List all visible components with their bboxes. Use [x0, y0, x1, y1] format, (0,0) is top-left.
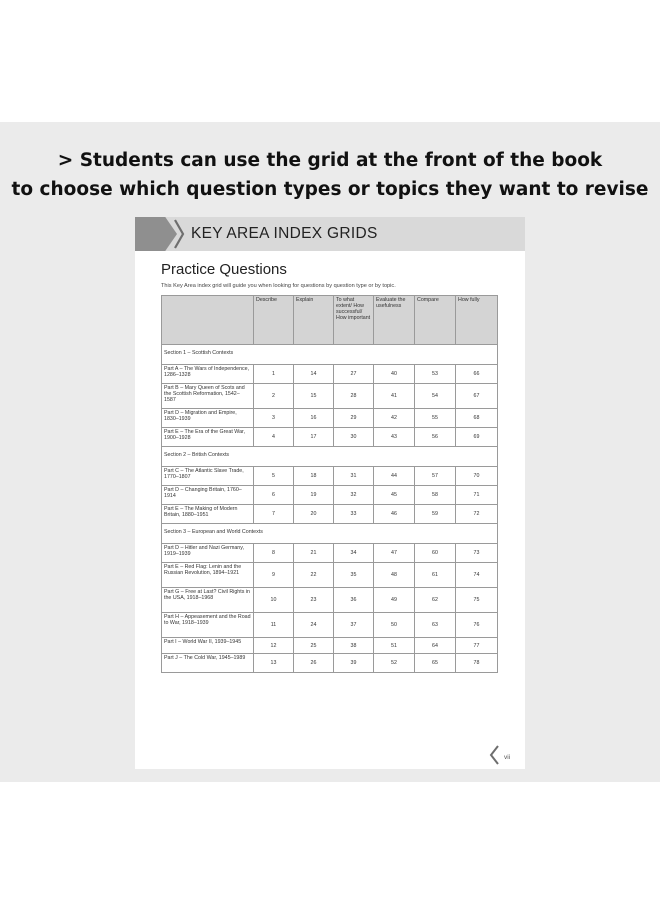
question-number-cell: 75: [456, 588, 498, 613]
question-number-cell: 70: [456, 467, 498, 486]
topic-cell: Part J – The Cold War, 1945–1989: [162, 654, 254, 673]
question-number-cell: 26: [294, 654, 334, 673]
header-blank-cell: [162, 296, 254, 345]
question-number-cell: 17: [294, 428, 334, 447]
key-area-index-table: [161, 295, 498, 673]
question-number-cell: 28: [334, 384, 374, 409]
topic-cell: Part B – Mary Queen of Scots and the Scottish Reformation, 1542–1587: [162, 384, 254, 409]
question-number-cell: 53: [415, 365, 456, 384]
table-row: [162, 365, 498, 384]
intro-text: This Key Area index grid will guide you when looking for questions by question type or by topic.: [161, 283, 396, 289]
question-number-cell: 59: [415, 505, 456, 524]
chevron-right-icon: [172, 217, 186, 251]
question-number-cell: 5: [254, 467, 294, 486]
section-row: [162, 524, 498, 544]
topic-cell: Part C – The Atlantic Slave Trade, 1770–1807: [162, 467, 254, 486]
section-row: [162, 447, 498, 467]
table-header-row: [162, 296, 498, 345]
page-title: KEY AREA INDEX GRIDS: [191, 225, 378, 242]
question-number-cell: 71: [456, 486, 498, 505]
question-number-cell: 78: [456, 654, 498, 673]
topic-cell: Part D – Hitler and Nazi Germany, 1919–1939: [162, 544, 254, 563]
question-number-cell: 33: [334, 505, 374, 524]
question-number-cell: 8: [254, 544, 294, 563]
column-header: To what extent/ How successful/ How important: [334, 296, 374, 345]
question-number-cell: 20: [294, 505, 334, 524]
question-number-cell: 51: [374, 638, 415, 654]
table-row: [162, 486, 498, 505]
question-number-cell: 46: [374, 505, 415, 524]
question-number-cell: 29: [334, 409, 374, 428]
table-row: [162, 544, 498, 563]
question-number-cell: 12: [254, 638, 294, 654]
question-number-cell: 58: [415, 486, 456, 505]
table-row: [162, 638, 498, 654]
question-number-cell: 18: [294, 467, 334, 486]
question-number-cell: 50: [374, 613, 415, 638]
topic-cell: Part H – Appeasement and the Road to War, 1918–1939: [162, 613, 254, 638]
question-number-cell: 42: [374, 409, 415, 428]
table-row: [162, 467, 498, 486]
topic-cell: Part E – Red Flag: Lenin and the Russian Revolution, 1894–1921: [162, 563, 254, 588]
page-number: vii: [504, 754, 511, 761]
question-number-cell: 60: [415, 544, 456, 563]
question-number-cell: 68: [456, 409, 498, 428]
section-title: Section 2 – British Contexts: [162, 447, 498, 467]
table-row: [162, 428, 498, 447]
question-number-cell: 1: [254, 365, 294, 384]
question-number-cell: 64: [415, 638, 456, 654]
question-number-cell: 11: [254, 613, 294, 638]
question-number-cell: 36: [334, 588, 374, 613]
question-number-cell: 47: [374, 544, 415, 563]
column-header: How fully: [456, 296, 498, 345]
question-number-cell: 73: [456, 544, 498, 563]
question-number-cell: 39: [334, 654, 374, 673]
question-number-cell: 37: [334, 613, 374, 638]
question-number-cell: 67: [456, 384, 498, 409]
question-number-cell: 43: [374, 428, 415, 447]
question-number-cell: 65: [415, 654, 456, 673]
question-number-cell: 44: [374, 467, 415, 486]
question-number-cell: 25: [294, 638, 334, 654]
section-title: Section 1 – Scottish Contexts: [162, 345, 498, 365]
question-number-cell: 27: [334, 365, 374, 384]
question-number-cell: 57: [415, 467, 456, 486]
table-row: [162, 654, 498, 673]
question-number-cell: 56: [415, 428, 456, 447]
question-number-cell: 40: [374, 365, 415, 384]
question-number-cell: 72: [456, 505, 498, 524]
question-number-cell: 4: [254, 428, 294, 447]
question-number-cell: 62: [415, 588, 456, 613]
table-row: [162, 384, 498, 409]
question-number-cell: 61: [415, 563, 456, 588]
question-number-cell: 41: [374, 384, 415, 409]
table-row: [162, 613, 498, 638]
question-number-cell: 45: [374, 486, 415, 505]
question-number-cell: 69: [456, 428, 498, 447]
question-number-cell: 34: [334, 544, 374, 563]
question-number-cell: 13: [254, 654, 294, 673]
question-number-cell: 76: [456, 613, 498, 638]
question-number-cell: 32: [334, 486, 374, 505]
question-number-cell: 74: [456, 563, 498, 588]
question-number-cell: 2: [254, 384, 294, 409]
question-number-cell: 30: [334, 428, 374, 447]
table-row: [162, 588, 498, 613]
question-number-cell: 63: [415, 613, 456, 638]
question-number-cell: 21: [294, 544, 334, 563]
topic-cell: Part E – The Making of Modern Britain, 1880–1951: [162, 505, 254, 524]
section-row: [162, 345, 498, 365]
table-row: [162, 409, 498, 428]
column-header: Describe: [254, 296, 294, 345]
question-number-cell: 15: [294, 384, 334, 409]
question-number-cell: 35: [334, 563, 374, 588]
column-header: Compare: [415, 296, 456, 345]
question-number-cell: 38: [334, 638, 374, 654]
question-number-cell: 52: [374, 654, 415, 673]
question-number-cell: 49: [374, 588, 415, 613]
book-page: [135, 217, 525, 769]
topic-cell: Part E – The Era of the Great War, 1900–1928: [162, 428, 254, 447]
section-title: Section 3 – European and World Contexts: [162, 524, 498, 544]
question-number-cell: 22: [294, 563, 334, 588]
question-number-cell: 7: [254, 505, 294, 524]
question-number-cell: 66: [456, 365, 498, 384]
question-number-cell: 48: [374, 563, 415, 588]
question-number-cell: 14: [294, 365, 334, 384]
question-number-cell: 6: [254, 486, 294, 505]
topic-cell: Part D – Migration and Empire, 1830–1939: [162, 409, 254, 428]
question-number-cell: 23: [294, 588, 334, 613]
question-number-cell: 55: [415, 409, 456, 428]
question-number-cell: 24: [294, 613, 334, 638]
topic-cell: Part D – Changing Britain, 1760–1914: [162, 486, 254, 505]
question-number-cell: 3: [254, 409, 294, 428]
question-number-cell: 9: [254, 563, 294, 588]
question-number-cell: 10: [254, 588, 294, 613]
caption-line-2: to choose which question types or topics they want to revise: [11, 179, 649, 200]
question-number-cell: 16: [294, 409, 334, 428]
question-number-cell: 77: [456, 638, 498, 654]
topic-cell: Part I – World War II, 1939–1945: [162, 638, 254, 654]
table-row: [162, 505, 498, 524]
topic-cell: Part A – The Wars of Independence, 1286–1328: [162, 365, 254, 384]
question-number-cell: 31: [334, 467, 374, 486]
caption-line-1: > Students can use the grid at the front of the book: [57, 150, 603, 171]
chevron-left-icon: [487, 744, 501, 766]
topic-cell: Part G – Free at Last? Civil Rights in the USA, 1918–1968: [162, 588, 254, 613]
column-header: Explain: [294, 296, 334, 345]
question-number-cell: 54: [415, 384, 456, 409]
promo-caption: [0, 146, 660, 204]
column-header: Evaluate the usefulness: [374, 296, 415, 345]
table-row: [162, 563, 498, 588]
section-heading: Practice Questions: [161, 261, 287, 278]
question-number-cell: 19: [294, 486, 334, 505]
